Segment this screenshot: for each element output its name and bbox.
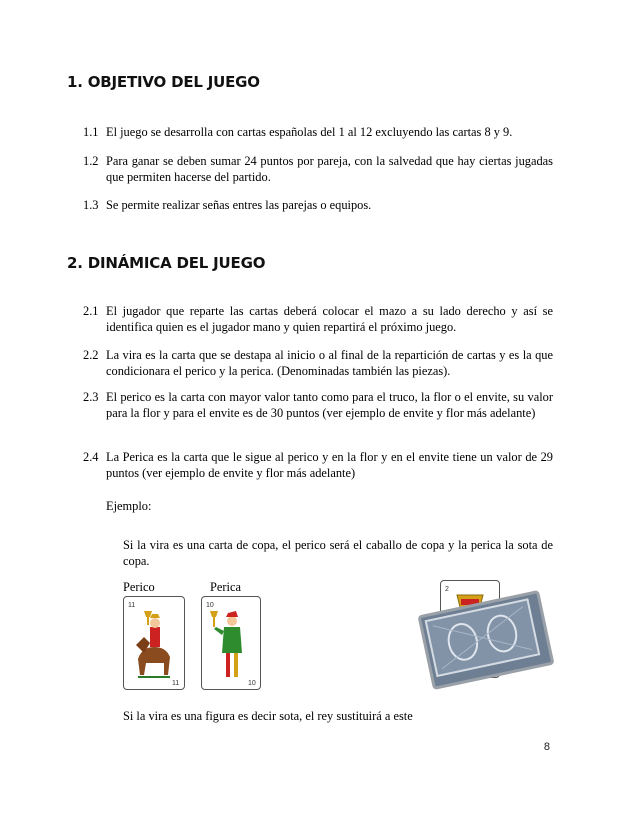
perica-label: Perica [210,580,241,594]
item-text: El jugador que reparte las cartas deberá colocar el mazo a su lado derecho y así se identifica quien es el jugador mano y quien repartirá el próximo juego. [106,304,553,334]
perico-label: Perico [123,580,155,594]
section-1-heading: 1. OBJETIVO DEL JUEGO [67,73,260,91]
card-number: 11 [128,602,136,609]
item-text: La Perica es la carta que le sigue al perico y en la flor y en el envite tiene un valor de 29 puntos (ver ejemplo de envite y flor más adelante) [106,450,553,480]
svg-text:10: 10 [248,680,256,687]
list-item [83,197,553,213]
item-text: Para ganar se deben sumar 24 puntos por pareja, con la salvedad que hay ciertas jugadas que permiten hacerse del partido. [106,154,553,184]
list-item [83,153,553,185]
list-item [83,449,553,481]
item-number: 1.3 [83,198,99,212]
item-number: 2.1 [83,304,99,318]
item-number: 1.1 [83,125,99,139]
page-number: 8 [543,741,550,753]
list-item [83,124,553,140]
perico-card-image [123,596,185,690]
item-number: 2.3 [83,390,99,404]
footer-text: Si la vira es una figura es decir sota, el rey sustituirá a este [123,709,413,723]
knight-icon [124,597,184,689]
svg-text:11: 11 [172,680,180,687]
example-text: Si la vira es una carta de copa, el perico será el caballo de copa y la perica la sota de copa. [123,538,553,568]
card-back-image [417,590,554,690]
item-text: El perico es la carta con mayor valor tanto como para el truco, la flor o el envite, su valor para la flor y para el envite es de 30 puntos (ver ejemplo de envite y flor más adelante) [106,390,553,420]
card-number: 10 [206,602,214,609]
card-number: 2 [445,586,449,593]
page-figure-icon [202,597,260,689]
perica-card-image [201,596,261,690]
list-item [83,347,553,379]
item-text: El juego se desarrolla con cartas españolas del 1 al 12 excluyendo las cartas 8 y 9. [106,125,513,139]
section-2-heading: 2. DINÁMICA DEL JUEGO [67,254,266,272]
list-item [83,389,553,421]
item-text: La vira es la carta que se destapa al inicio o al final de la repartición de cartas y es la que condicionara el perico y la perica. (Denominadas también las piezas). [106,348,553,378]
example-label: Ejemplo: [106,499,152,513]
list-item [83,303,553,335]
item-number: 2.2 [83,348,99,362]
item-number: 2.4 [83,450,99,464]
item-number: 1.2 [83,154,99,168]
item-text: Se permite realizar señas entres las parejas o equipos. [106,198,372,212]
